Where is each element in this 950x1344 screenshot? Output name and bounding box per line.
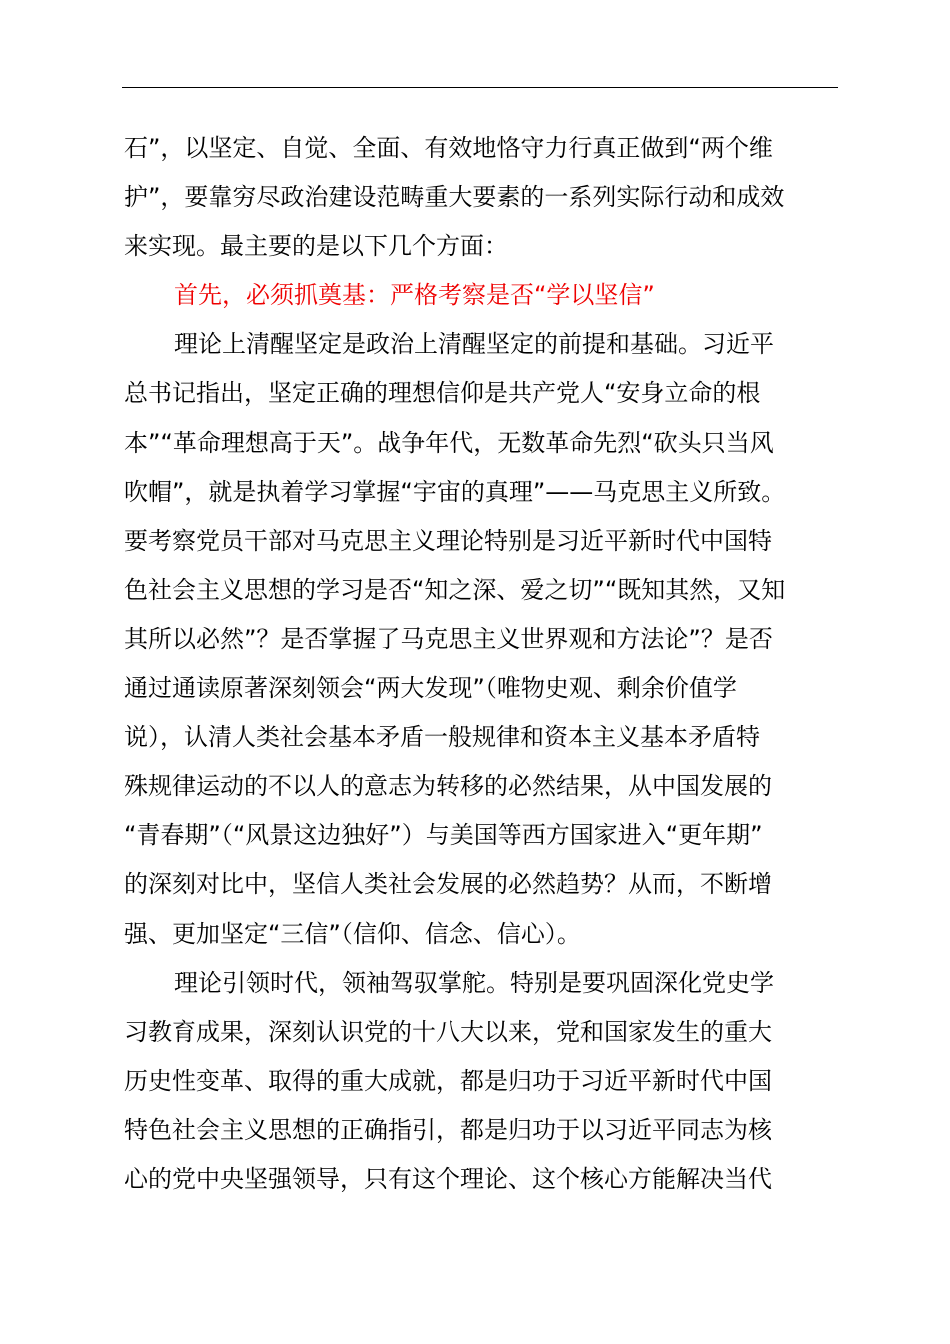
- text-line: 殊规律运动的不以人的意志为转移的必然结果，从中国发展的: [124, 772, 772, 801]
- text-line: 习教育成果，深刻认识党的十八大以来，党和国家发生的重大: [124, 1017, 772, 1046]
- text-line: 特色社会主义思想的正确指引，都是归功于以习近平同志为核: [124, 1115, 772, 1144]
- text-line: 本”“革命理想高于天”。战争年代，无数革命先烈“砍头只当风: [124, 428, 774, 457]
- section-heading: 首先，必须抓奠基：严格考察是否“学以坚信”: [174, 281, 655, 310]
- header-rule: [122, 87, 838, 88]
- text-line: 历史性变革、取得的重大成就，都是归功于习近平新时代中国: [124, 1066, 772, 1095]
- text-line: 心的党中央坚强领导，只有这个理论、这个核心方能解决当代: [124, 1164, 772, 1193]
- text-line: 护”，要靠穷尽政治建设范畴重大要素的一系列实际行动和成效: [124, 183, 785, 212]
- text-line: 石”，以坚定、自觉、全面、有效地恪守力行真正做到“两个维: [124, 134, 773, 162]
- body-text: [124, 124, 840, 1204]
- text-line: 理论引领时代，领袖驾驭掌舵。特别是要巩固深化党史学: [174, 968, 774, 997]
- text-line: 理论上清醒坚定是政治上清醒坚定的前提和基础。习近平: [174, 330, 774, 359]
- text-line: 的深刻对比中，坚信人类社会发展的必然趋势？从而，不断增: [124, 870, 772, 899]
- text-line: 强、更加坚定“三信”（信仰、信念、信心）。: [124, 919, 581, 948]
- text-line: 色社会主义思想的学习是否“知之深、爱之切”“既知其然，又知: [124, 575, 786, 604]
- text-line: 来实现。最主要的是以下几个方面：: [124, 232, 508, 261]
- text-line: 总书记指出，坚定正确的理想信仰是共产党人“安身立命的根: [124, 379, 761, 408]
- text-line: 其所以必然”？是否掌握了马克思主义世界观和方法论”？是否: [124, 624, 773, 653]
- text-line: 吹帽”，就是执着学习掌握“宇宙的真理”——马克思主义所致。: [124, 477, 786, 506]
- text-line: “青春期”（“风景这边独好”）与美国等西方国家进入“更年期”: [124, 821, 763, 850]
- text-line: 通过通读原著深刻领会“两大发现”（唯物史观、剩余价值学: [124, 674, 737, 703]
- text-line: 说），认清人类社会基本矛盾一般规律和资本主义基本矛盾特: [124, 723, 760, 752]
- text-line: 要考察党员干部对马克思主义理论特别是习近平新时代中国特: [124, 526, 772, 555]
